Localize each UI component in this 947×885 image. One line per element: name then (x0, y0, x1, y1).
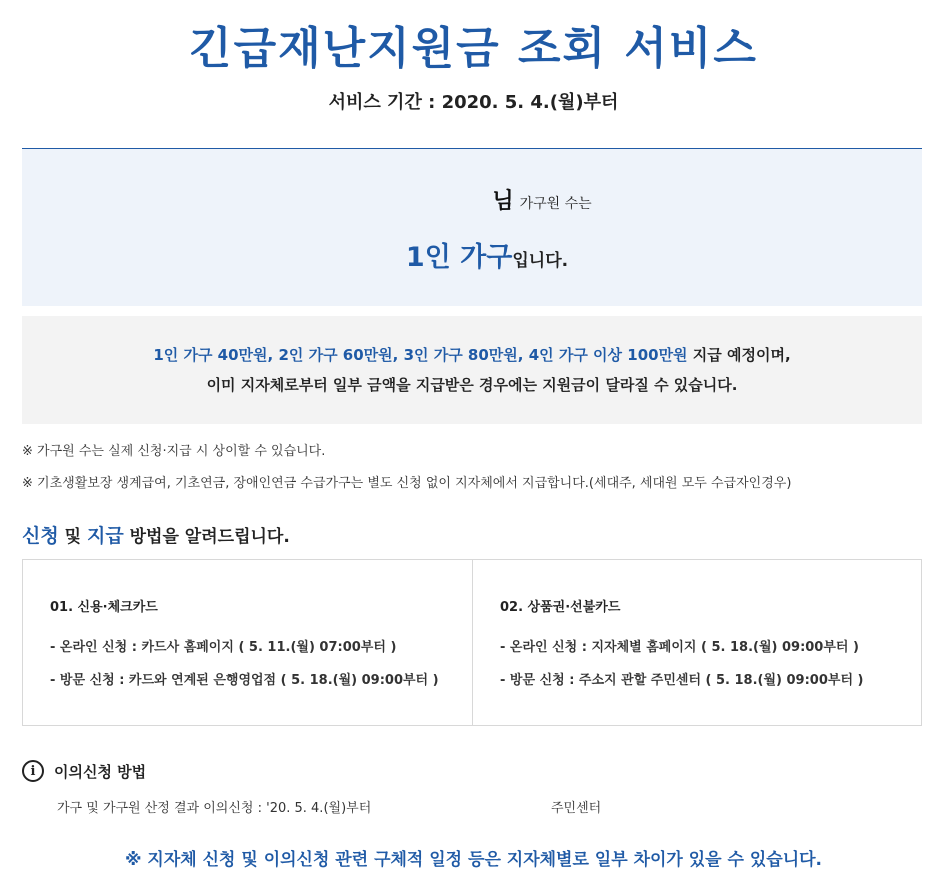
method-card (23, 560, 472, 725)
method-voucher-visit: - 방문 신청 : 주소지 관할 주민센터 ( 5. 18.(월) 09:00부터 ) (500, 673, 864, 688)
method-voucher-heading: 02. 상품권·선불카드 (500, 600, 621, 615)
method-card-heading: 01. 신용·체크카드 (50, 600, 158, 615)
objection-title: 이의신청 방법 (54, 762, 147, 781)
service-period: 서비스 기간 : 2020. 5. 4.(월)부터 (328, 92, 619, 113)
payment-notice: 이미 지자체로부터 일부 금액을 지급받은 경우에는 지원금이 달라질 수 있습니다. (206, 376, 738, 394)
method-voucher (472, 560, 921, 725)
howto-suffix: 방법을 알려드립니다. (123, 527, 290, 547)
household-count: 1인 가구 (405, 242, 513, 273)
payment-amounts-line (22, 344, 922, 365)
howto-word-apply: 신청 (22, 525, 59, 547)
info-icon: i (22, 760, 44, 782)
payment-info-box (22, 316, 922, 424)
method-voucher-online: - 온라인 신청 : 지자체별 홈페이지 ( 5. 18.(월) 09:00부터 ) (500, 640, 859, 655)
name-line (22, 184, 922, 215)
household-result-box (22, 148, 922, 306)
payment-amounts-suffix: 지급 예정이며, (687, 346, 791, 364)
page-title: 긴급재난지원금 조회 서비스 (189, 23, 758, 74)
howto-word-pay: 지급 (86, 525, 124, 547)
objection-text: 가구 및 가구원 산정 결과 이의신청 : '20. 5. 4.(월)부터 (57, 801, 372, 816)
objection-place: 주민센터 (551, 801, 602, 816)
methods-table (22, 559, 922, 726)
household-count-suffix: 입니다. (512, 251, 569, 271)
name-line-text: 가구원 수는 (519, 196, 592, 212)
bottom-notice: ※ 지자체 신청 및 이의신청 관련 구체적 일정 등은 지자체별로 일부 차이가 있을 수 있습니다. (124, 850, 823, 870)
objection-heading (22, 760, 146, 782)
howto-heading (22, 521, 290, 548)
household-count-line (22, 235, 922, 274)
note-household: ※ 가구원 수는 실제 신청·지급 시 상이할 수 있습니다. (22, 444, 326, 459)
method-card-visit: - 방문 신청 : 카드와 연계된 은행영업점 ( 5. 18.(월) 09:00부터 ) (50, 673, 439, 688)
method-card-online: - 온라인 신청 : 카드사 홈페이지 ( 5. 11.(월) 07:00부터 ) (50, 640, 397, 655)
note-welfare: ※ 기초생활보장 생계급여, 기초연금, 장애인연금 수급가구는 별도 신청 없이 지자체에서 지급합니다.(세대주, 세대원 모두 수급자인경우) (22, 476, 792, 491)
howto-mid: 및 (58, 527, 87, 547)
payment-amounts: 1인 가구 40만원, 2인 가구 60만원, 3인 가구 80만원, 4인 가구 이상 100만원 (153, 346, 688, 364)
name-suffix: 님 (492, 189, 514, 214)
